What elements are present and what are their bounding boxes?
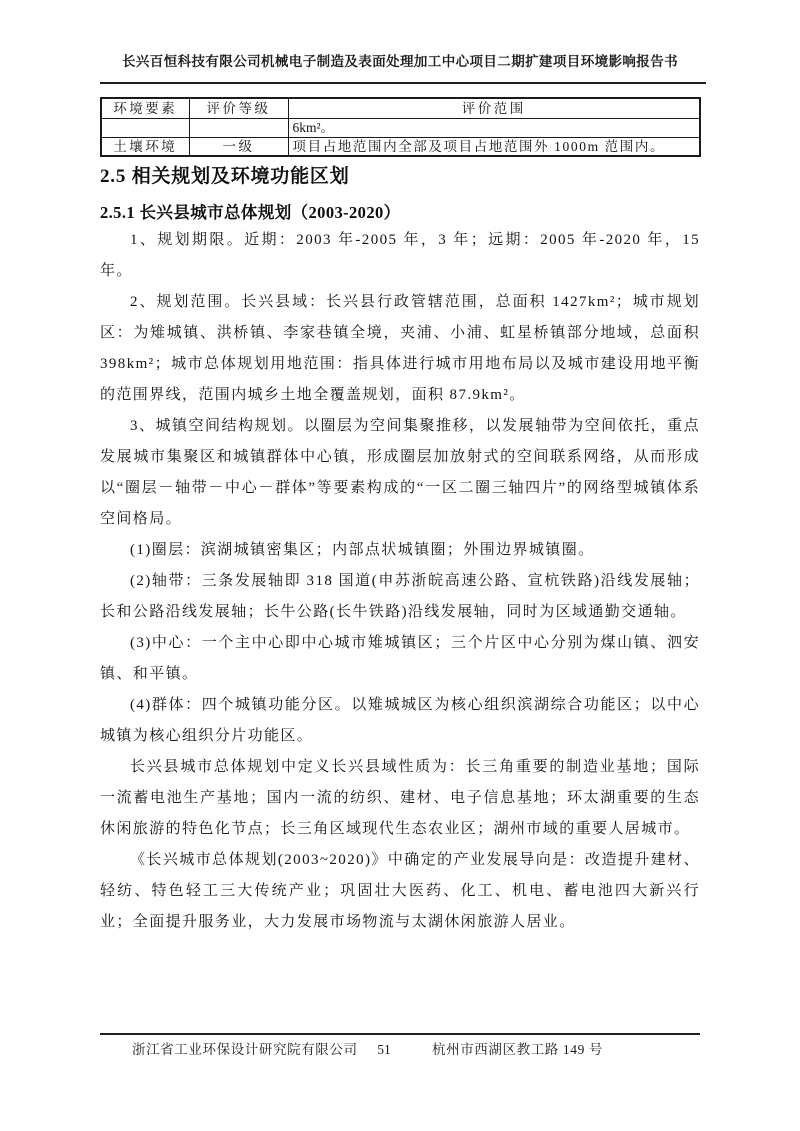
paragraph-item-circle-layer: (1)圈层：滨湖城镇密集区；内部点状城镇圈；外围边界城镇圈。 <box>130 542 595 558</box>
table-row <box>101 137 700 156</box>
section-heading-2-5: 2.5 相关规划及环境功能区划 <box>100 166 350 187</box>
table-cell: 6km²。 <box>288 118 700 137</box>
footer-company-name: 浙江省工业环保设计研究院有限公司 <box>132 1042 358 1057</box>
column-header-evaluation-scope: 评价范围 <box>288 98 700 118</box>
table-cell <box>101 118 189 137</box>
column-header-environment-element: 环境要素 <box>101 98 189 118</box>
document-header-title: 长兴百恒科技有限公司机械电子制造及表面处理加工中心项目二期扩建项目环境影响报告书 <box>122 54 678 69</box>
subsection-heading-2-5-1: 2.5.1 长兴县城市总体规划（2003-2020） <box>100 203 401 222</box>
paragraph-item-center: (3)中心：一个主中心即中心城市雉城镇区；三个片区中心分别为煤山镇、泗安镇、和平镇。 <box>100 635 700 682</box>
paragraph-industry-direction: 《长兴城市总体规划(2003~2020)》中确定的产业发展导向是：改造提升建材、轻纺、特色轻工三大传统产业；巩固壮大医药、化工、机电、蓄电池四大新兴行业；全面提升服务业，大力发展市场物流与太湖休闲旅游人居业。 <box>100 852 700 930</box>
paragraph-item-axis-belt: (2)轴带：三条发展轴即 318 国道(申苏浙皖高速公路、宣杭铁路)沿线发展轴；长和公路沿线发展轴；长牛公路(长牛铁路)沿线发展轴，同时为区域通勤交通轴。 <box>100 573 700 620</box>
footer-address: 杭州市西湖区教工路 149 号 <box>432 1042 603 1057</box>
table-cell-soil-environment: 土壤环境 <box>101 137 189 156</box>
table-cell <box>189 118 288 137</box>
column-header-evaluation-level: 评价等级 <box>189 98 288 118</box>
paragraph-county-nature: 长兴县城市总体规划中定义长兴县域性质为：长三角重要的制造业基地；国际一流蓄电池生产基地；国内一流的纺织、建材、电子信息基地；环太湖重要的生态休闲旅游的特色化节点；长三角区域现代生态农业区；湖州市域的重要人居城市。 <box>100 759 700 837</box>
evaluation-scope-table <box>100 97 701 157</box>
paragraph-item-group: (4)群体：四个城镇功能分区。以雉城城区为核心组织滨湖综合功能区；以中心城镇为核心组织分片功能区。 <box>100 697 700 744</box>
table-row <box>101 118 700 137</box>
table-cell-level: 一级 <box>189 137 288 156</box>
footer-page-number: 51 <box>377 1042 391 1057</box>
header-divider <box>100 82 706 84</box>
paragraph-spatial-structure: 3、城镇空间结构规划。以圈层为空间集聚推移，以发展轴带为空间依托，重点发展城市集聚区和城镇群体中心镇，形成圈层加放射式的空间联系网络，从而形成以“圈层－轴带－中心－群体”等要素构成的“一区二圈三轴四片”的网络型城镇体系空间格局。 <box>100 418 700 527</box>
table-header-row <box>101 98 700 118</box>
table-cell-scope: 项目占地范围内全部及项目占地范围外 1000m 范围内。 <box>288 137 700 156</box>
paragraph-planning-scope: 2、规划范围。长兴县域：长兴县行政管辖范围，总面积 1427km²；城市规划区：为雉城镇、洪桥镇、李家巷镇全境，夹浦、小浦、虹星桥镇部分地域，总面积 398km²；城市总体规划用地范围：指具体进行城市用地布局以及城市建设用地平衡的范围界线，范围内城乡土地全覆盖规划，面积 87.9km²。 <box>100 294 700 403</box>
document-footer <box>100 1033 700 1063</box>
document-body <box>100 97 700 938</box>
paragraph-planning-period: 1、规划期限。近期：2003 年-2005 年，3 年；远期：2005 年-2020 年，15 年。 <box>100 232 700 279</box>
